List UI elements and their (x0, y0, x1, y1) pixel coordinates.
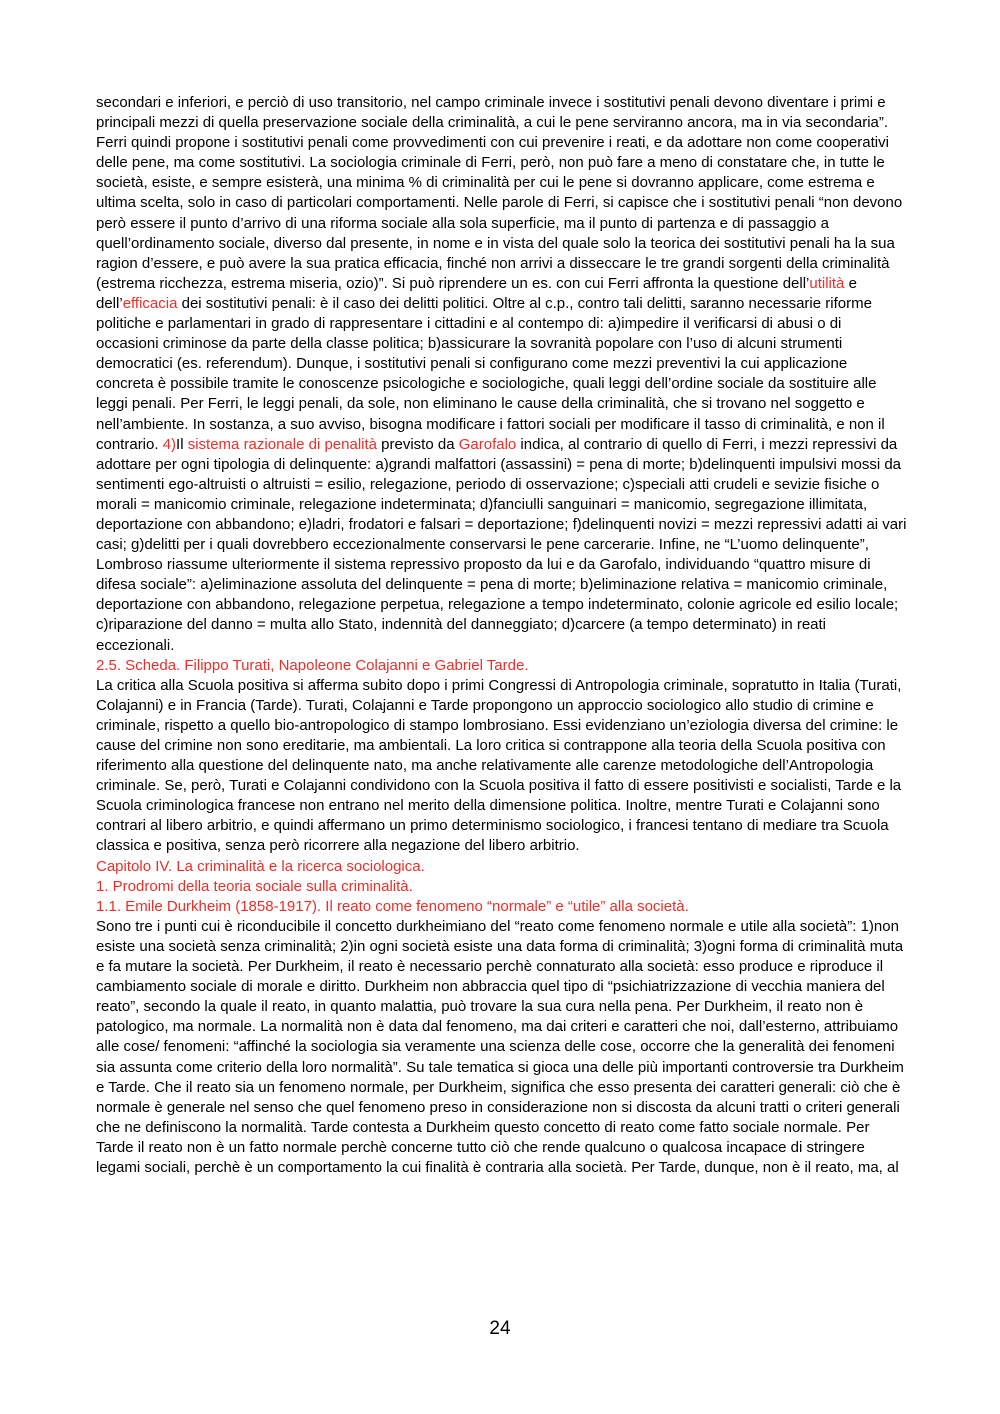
section-heading-1: 1. Prodromi della teoria sociale sulla criminalità. (96, 877, 413, 895)
highlight-garofalo: Garofalo (458, 435, 517, 453)
page-number: 24 (489, 1318, 511, 1339)
section-heading-1-1: 1.1. Emile Durkheim (1858-1917). Il reato come fenomeno “normale” e “utile” alla società. (96, 897, 689, 915)
highlight-utilita: utilità (809, 274, 845, 292)
text-segment: Il (176, 435, 188, 453)
text-segment: e dell’ (96, 274, 857, 312)
text-segment: dei sostitutivi penali: è il caso dei delitti politici. Oltre al c.p., contro tali delitti, saranno necessarie riforme politiche e parlamentari in grado di rappresentare i cittadini e al contempo di: a)impedire il verificarsi di abusi o di occasioni criminose da parte della classe politica; b)assicurare la sovranità popolare con l’uso di alcuni strumenti democratici (es. referendum). Dunque, i sostitutivi penali si configurano come mezzi preventivi la cui applicazione concreta è possibile tramite le conoscenze psicologiche e sociologiche, quali leggi dell’ordine sociale da sostituire alle leggi penali. Per Ferri, le leggi penali, da sole, non eliminano le cause della criminalità, che si trovano nel soggetto e nell’ambiente. In sostanza, a suo avviso, bisogna modificare i fattori sociali per modificare il tasso di criminalità, e non il contrario. (96, 294, 885, 453)
paragraph-turati-colajanni-tarde: La critica alla Scuola positiva si afferma subito dopo i primi Congressi di Antropologia criminale, sopratutto in Italia (Turati, Colajanni) e in Francia (Tarde). Turati, Colajanni e Tarde propongono un approccio sociologico allo studio di crimine e criminale, rispetto a quello bio-antropologico di stampo lombrosiano. Essi evidenziano un’eziologia diversa del crimine: le cause del crimine non sono ereditarie, ma ambientali. La loro critica si contrappone alla teoria della Scuola positiva con riferimento alla questione del delinquente nato, ma anche relativamente alle carenze metodologiche dell’Antropologia criminale. Se, però, Turati e Colajanni condividono con la Scuola positiva il fatto di essere positivisti e socialisti, Tarde e la Scuola criminologica francese non entrano nel merito della dimensione politica. Inoltre, mentre Turati e Colajanni sono contrari al libero arbitrio, e quindi affermano un primo determinismo sociologico, i francesi tentano di mediare tra Scuola classica e positiva, senza però ricorrere alla negazione del libero arbitrio. (96, 676, 902, 855)
paragraph-durkheim: Sono tre i punti cui è riconducibile il concetto durkheimiano del “reato come fenomeno normale e utile alla società”: 1)non esiste una società senza criminalità; 2)in ogni società esiste una data forma di criminalità; 3)ogni forma di criminalità muta e fa mutare la società. Per Durkheim, il reato è necessario perchè connaturato alla società: esso produce e riproduce il cambiamento sociale di morale e diritto. Durkheim non abbraccia quel tipo di “psichiatrizzazione di vecchia maniera del reato”, secondo la quale il reato, in quanto malattia, può trovare la sua cura nella pena. Per Durkheim, il reato non è patologico, ma normale. La normalità non è data dal fenomeno, ma dai criteri e caratteri che noi, dall’esterno, attribuiamo alle cose/ fenomeni: “affinché la sociologia sia veramente una scienza delle cose, occorre che la generalità dei fenomeni sia assunta come criterio della loro normalità”. Su tale tematica si gioca una delle più importanti controversie tra Durkheim e Tarde. Che il reato sia un fenomeno normale, per Durkheim, significa che esso presenta dei caratteri generali: ciò che è normale è generale nel senso che quel fenomeno preso in considerazione non si discosta da alcuni tratti o criteri generali che ne definiscono la normalità. Tarde contesta a Durkheim questo concetto di reato come fatto sociale normale. Per Tarde il reato non è un fatto normale perchè concerne tutto ciò che rende qualcuno o qualcosa incapace di stringere legami sociali, perchè è un comportamento la cui finalità è contraria alla società. Per Tarde, dunque, non è il reato, ma, al (96, 917, 904, 1176)
highlight-sistema-razionale: sistema razionale di penalità (187, 435, 377, 453)
highlight-efficacia: efficacia (122, 294, 178, 312)
highlight-point-4: 4) (162, 435, 177, 453)
text-segment: previsto da (377, 435, 459, 453)
text-segment: indica, al contrario di quello di Ferri, i mezzi repressivi da adottare per ogni tipologia di delinquente: a)grandi malfattori (assassini) = pena di morte; b)delinquenti impulsivi mossi da sentimenti ego-altruisti o altruisti = esilio, relegazione, periodo di osservazione; c)speciali atti crudeli e sevizie fisiche o morali = manicomio criminale, relegazione indeterminata; d)fanciulli sanguinari = manicomio, segregazione illimitata, deportazione con abbandono; e)ladri, frodatori e falsari = deportazione; f)delinquenti novizi = mezzi repressivi adatti ai vari casi; g)delitti per i quali dovrebbero eccezionalmente conservarsi le pene carcerarie. Infine, ne “L’uomo delinquente”, Lombroso riassume ulteriormente il sistema repressivo proposto da lui e da Garofalo, individuando “quattro misure di difesa sociale”: a)eliminazione assoluta del delinquente = pena di morte; b)eliminazione relativa = manicomio criminale, deportazione con abbandono, relegazione perpetua, relegazione a tempo indeterminato, colonie agricole ed esilio locale; c)riparazione del danno = multa allo Stato, indennità del danneggiato; d)carcere (a tempo determinato) in reati eccezionali. (96, 435, 907, 654)
section-heading-2-5: 2.5. Scheda. Filippo Turati, Napoleone Colajanni e Gabriel Tarde. (96, 656, 529, 674)
chapter-heading-4: Capitolo IV. La criminalità e la ricerca sociologica. (96, 857, 425, 875)
text-segment: secondari e inferiori, e perciò di uso transitorio, nel campo criminale invece i sostitutivi penali devono diventare i primi e principali mezzi di quella preservazione sociale della criminalità, a cui le pene serviranno ancora, ma in via secondaria”. Ferri quindi propone i sostitutivi penali come provvedimenti con cui prevenire i reati, e da adottare non come cooperativi delle pene, ma come sostitutivi. La sociologia criminale di Ferri, però, non può fare a meno di constatare che, in tutte le società, esiste, e sempre esisterà, una minima % di criminalità per cui le pene si dovranno applicare, come estrema e ultima scelta, solo in caso di particolari comportamenti. Nelle parole di Ferri, si capisce che i sostitutivi penali “non devono però essere il punto d’arrivo di una riforma sociale alla sola superficie, ma il punto di partenza e di passaggio a quell’ordinamento sociale, diverso dal presente, in nome e in vista del quale solo la teorica dei sostitutivi penali ha la sua ragion d’essere, e può avere la sua pratica efficacia, finché non arrivi a disseccare le tre grandi sorgenti della criminalità (estrema ricchezza, estrema miseria, ozio)”. Si può riprendere un es. con cui Ferri affronta la questione dell’ (96, 94, 903, 292)
paragraph-ferri-garofalo (96, 93, 908, 656)
page-body (96, 93, 908, 1178)
